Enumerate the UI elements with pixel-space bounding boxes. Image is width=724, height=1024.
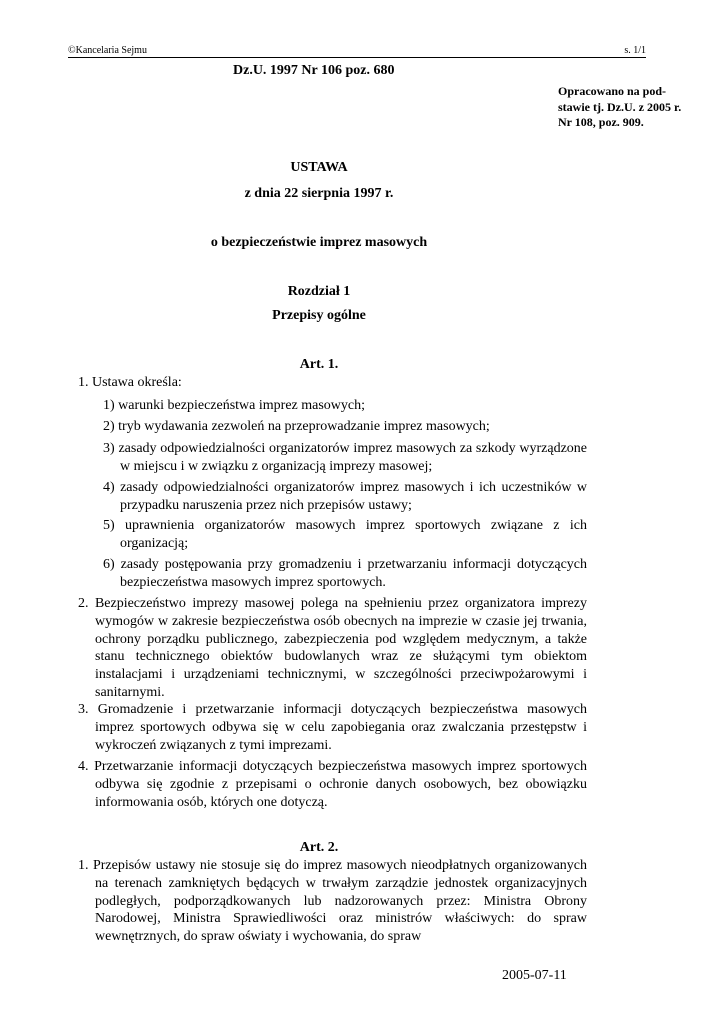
running-header	[68, 45, 646, 58]
article-1-paragraph-2: 2. Bezpieczeństwo imprezy masowej polega na spełnieniu przez organizatora imprezy wymogów w zakresie bezpieczeństwa osób obecnych na imprezie w czasie jej trwania, ochrony porządku publicznego, zabezpieczenia pod względem medycznym, a także stanu technicznego obiektów budowlanych wraz ze służącymi tym obiektom instalacjami i urządzeniami technicznymi, w szczególności przeciwpożarowymi i sanitarnymi.	[78, 596, 587, 700]
article-1-paragraph-1: 1. Ustawa określa:	[78, 375, 182, 390]
header-page-number: s. 1/1	[624, 45, 646, 56]
article-1-item-5: 5) uprawnienia organizatorów masowych imprez sportowych związane z ich organizacją;	[103, 518, 587, 551]
act-subject: o bezpieczeństwie imprez masowych	[210, 235, 428, 250]
article-1-item-1: 1) warunki bezpieczeństwa imprez masowych;	[103, 398, 366, 413]
footer-date: 2005-07-11	[502, 968, 567, 983]
header-source: ©Kancelaria Sejmu	[68, 45, 147, 56]
article-1-item-2: 2) tryb wydawania zezwoleń na przeprowadzanie imprez masowych;	[103, 419, 490, 434]
article-1-paragraph-3: 3. Gromadzenie i przetwarzanie informacji dotyczących bezpieczeństwa masowych imprez sportowych odbywa się w celu zapobiegania oraz zwalczania przestępstw i wykroczeń związanych z tymi imprezami.	[78, 702, 587, 753]
chapter-name: Przepisy ogólne	[272, 308, 366, 323]
article-2-heading: Art. 2.	[299, 840, 339, 855]
act-date: z dnia 22 sierpnia 1997 r.	[244, 186, 394, 201]
article-1-paragraph-4: 4. Przetwarzanie informacji dotyczących bezpieczeństwa masowych imprez sportowych odbywa się zgodnie z przepisami o ochronie danych osobowych, bez obowiązku informowania osób, których one dotyczą.	[78, 759, 587, 810]
consolidated-text-note: Opracowano na pod-stawie tj. Dz.U. z 2005 r. Nr 108, poz. 909.	[558, 84, 682, 130]
article-2-paragraph-1: 1. Przepisów ustawy nie stosuje się do imprez masowych nieodpłatnych organizowanych na terenach zamkniętych będących w trwałym zarządzie jednostek organizacyjnych podległych, podporządkowanych lub nadzorowanych przez: Ministra Obrony Narodowej, Ministra Sprawiedliwości oraz ministrów właściwych: do spraw wewnętrznych, do spraw oświaty i wychowania, do spraw	[78, 858, 587, 945]
article-1-item-3: 3) zasady odpowiedzialności organizatorów imprez masowych za szkody wyrządzone w miejscu i w związku z organizacją imprezy masowej;	[103, 441, 587, 474]
act-type-title: USTAWA	[290, 160, 348, 175]
journal-reference: Dz.U. 1997 Nr 106 poz. 680	[233, 63, 395, 78]
article-1-item-4: 4) zasady odpowiedzialności organizatorów imprez masowych i ich uczestników w przypadku naruszenia przez nich przepisów ustawy;	[103, 480, 587, 513]
chapter-label: Rozdział 1	[287, 284, 351, 299]
article-1-item-6: 6) zasady postępowania przy gromadzeniu i przetwarzaniu informacji dotyczących bezpieczeństwa masowych imprez sportowych.	[103, 557, 587, 590]
article-1-heading: Art. 1.	[299, 357, 339, 372]
